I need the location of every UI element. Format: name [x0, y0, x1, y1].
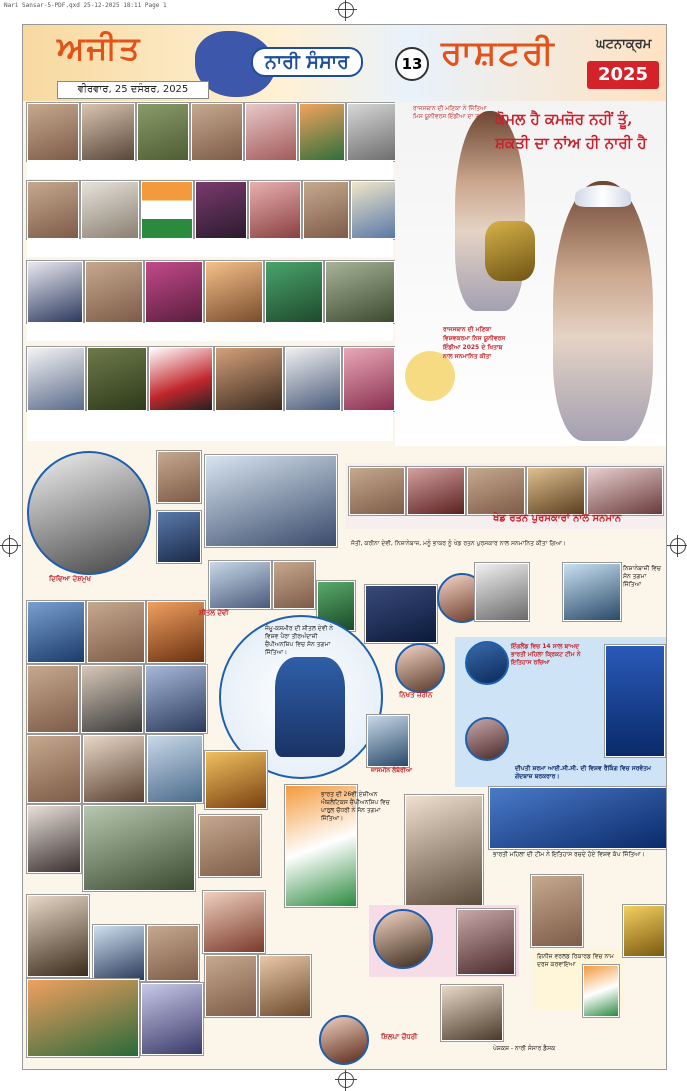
athlete-photo [259, 955, 311, 1017]
athlete-photo [373, 909, 433, 969]
page-number: 13 [395, 47, 429, 81]
athlete-photo [205, 751, 267, 809]
runner-blurb: ਭਾਰਤ ਦੀ 26ਵੀਂ ਏਸ਼ੀਅਨ ਐਥਲੈਟਿਕਸ ਚੈਂਪੀਅਨਸ਼ਿਪ ਵਿਚ ਪਾਰੁਲ ਚੌਧਰੀ ਨੇ ਸੋਨ ਤਗਮਾ ਜਿੱਤਿਆ। [321, 791, 390, 822]
portrait-photo [81, 181, 139, 239]
athlete-photo [203, 891, 265, 953]
athlete-photo [147, 735, 203, 803]
portrait-photo [157, 451, 201, 503]
athlete-photo [27, 895, 89, 977]
newspaper-brand: ਅਜੀਤ [57, 29, 142, 67]
athlete-photo [141, 983, 203, 1055]
award-photo [527, 467, 585, 515]
topic-title: ਰਾਸ਼ਟਰੀ [441, 33, 556, 73]
year-badge: 2025 [587, 61, 659, 89]
cricketer-photo [465, 641, 509, 685]
registration-mark-icon [338, 1072, 354, 1088]
athlete-photo [563, 563, 621, 621]
portrait-photo [265, 261, 323, 323]
award-photo [587, 467, 663, 515]
footer-credit: ਪੇਸ਼ਕਸ਼ - ਨਾਰੀ ਸੰਸਾਰ ਡੈਸਕ [493, 1045, 556, 1052]
issue-date: ਵੀਰਵਾਰ, 25 ਦਸੰਬਰ, 2025 [57, 81, 209, 99]
archery-label: ਸ਼ੀਤਲ ਦੇਵੀ [199, 609, 229, 617]
athlete-photo [319, 1015, 369, 1065]
athlete-photo [27, 601, 85, 663]
athlete-photo [367, 715, 409, 767]
athlete-photo [83, 735, 145, 803]
crown-icon [575, 185, 631, 207]
athlete-photo [457, 909, 515, 975]
awards-text: ਜੋਤੀ, ਕਰੀਨਾ ਦੇਵੀ, ਨਿਸ਼ਾਨੇਬਾਜ਼, ਮਨੂੰ ਭਾਕਰ ਨੂੰ ਖੇਡ ਰਤਨ ਪੁਰਸਕਾਰ ਨਾਲ ਸਨਮਾਨਿਤ ਕੀਤਾ ਗਿਆ। [351, 540, 566, 547]
athlete-photo [365, 585, 437, 643]
portrait-photo [303, 181, 349, 239]
award-photo [407, 467, 465, 515]
cricket-headline: ਇੰਗਲੈਂਡ ਵਿਚ 14 ਸਾਲ ਬਾਅਦ ਭਾਰਤੀ ਮਹਿਲਾ ਕ੍ਰਿਕਟ ਟੀਮ ਨੇ ਇਤਿਹਾਸ ਰਚਿਆ [511, 643, 581, 666]
portrait-photo [81, 103, 135, 161]
flag-photo [583, 965, 619, 1017]
record-photo [531, 875, 583, 947]
portrait-photo [157, 511, 201, 563]
record-label: ਸ਼ਿਲਪਾ ਚੌਧਰੀ [381, 1033, 418, 1041]
cricketer-photo [405, 795, 483, 907]
portrait-photo [27, 103, 79, 161]
chess-player-photo [27, 451, 151, 575]
award-photo [349, 467, 405, 515]
portrait-photo [195, 181, 247, 239]
flag-photo [141, 181, 193, 239]
portrait-photo [27, 347, 85, 411]
cricketer-photo [465, 717, 509, 761]
portrait-photo [249, 181, 301, 239]
wrestling-label: ਜਾਸਮੀਨ ਲੰਬੋਰੀਆ [371, 767, 413, 774]
section-title: ਨਾਰੀ ਸੰਸਾਰ [251, 47, 363, 77]
athlete-photo [27, 665, 79, 733]
registration-mark-icon [670, 538, 686, 554]
portrait-photo [205, 261, 263, 323]
hero-caption: ਰਾਜਸਥਾਨ ਦੀ ਮਣਿਕਾ ਵਿਸ਼ਵਕਰਮਾ ਨਿਸ ਯੂਨੀਵਰਸ ਇੰਡੀਆ 2025 ਦੇ ਖਿਤਾਬ ਨਾਲ ਸਨਮਾਨਿਤ ਕੀਤਾ [443, 326, 506, 360]
print-slug: Nari Sansar-5-PDF.qxd 25-12-2025 18:11 Page 1 [4, 2, 167, 9]
boxer-photo [395, 643, 445, 693]
profile-box [369, 905, 519, 977]
portrait-photo [245, 103, 297, 161]
registration-mark-icon [2, 538, 18, 554]
caption-row [27, 161, 393, 179]
guinness-blurb: ਗਿਨੀਜ਼ ਵਰਲਡ ਰਿਕਾਰਡ ਵਿਚ ਨਾਮ ਦਰਜ ਕਰਵਾਇਆ [537, 953, 614, 968]
athlete-photo [81, 665, 143, 733]
athlete-photo [27, 979, 139, 1057]
portrait-photo [215, 347, 283, 411]
athlete-photo [441, 985, 503, 1041]
athlete-photo [209, 561, 271, 609]
portrait-photo [27, 261, 83, 323]
masthead [23, 25, 666, 101]
group-photo [205, 455, 337, 547]
portrait-photo [137, 103, 189, 161]
athlete-photo [475, 563, 529, 621]
portrait-photo [85, 261, 143, 323]
athlete-photo [27, 805, 81, 873]
portrait-photo [27, 181, 79, 239]
award-photo [467, 467, 525, 515]
portrait-photo [145, 261, 203, 323]
hero-quote-line-1: ਕੋਮਲ ਹੈ ਕਮਜ਼ੋਰ ਨਹੀਂ ਤੂੰ, [495, 110, 633, 128]
portrait-photo [299, 103, 345, 161]
newspaper-page [22, 24, 667, 1070]
athlete-photo [205, 955, 257, 1017]
subtopic-title: ਘਟਨਾਕ੍ਰਮ [596, 37, 652, 52]
chess-label: ਦਿਵਿਆ ਦੇਸ਼ਮੁਖ [49, 575, 91, 583]
medal-photo [623, 905, 665, 957]
portrait-photo [285, 347, 341, 411]
athlete-photo [145, 665, 207, 733]
blurb [205, 547, 335, 555]
portrait-photo [343, 347, 395, 411]
registration-mark-icon [338, 2, 354, 18]
portrait-photo [351, 181, 397, 239]
shooting-blurb: ਨਿਸ਼ਾਨੇਬਾਜ਼ੀ ਵਿਚ ਸੋਨ ਤਗਮਾ ਜਿੱਤਿਆ [623, 565, 661, 588]
trophy-icon [485, 221, 535, 281]
caption-row [27, 323, 393, 341]
portrait-photo [347, 103, 397, 161]
athlete-photo [199, 815, 261, 877]
athlete-photo [83, 805, 195, 891]
athlete-photo [147, 601, 205, 663]
team-photo [489, 787, 667, 849]
caption-row [27, 239, 393, 257]
athlete-photo [147, 925, 199, 981]
hero-quote-line-2: ਸ਼ਕਤੀ ਦਾ ਨਾਂਅ ਹੀ ਨਾਰੀ ਹੈ [495, 134, 647, 152]
hero-quote [495, 107, 663, 155]
portrait-photo [191, 103, 243, 161]
boxer-label: ਨਿਖਤ ਜ਼ਰੀਨ [399, 691, 433, 699]
cricketer-photo [605, 645, 665, 757]
archer-photo [275, 657, 345, 757]
portrait-photo [149, 347, 213, 411]
athlete-photo [87, 601, 145, 663]
cricket-panel [455, 637, 666, 787]
portrait-photo [325, 261, 395, 323]
caption-row [27, 411, 393, 441]
portrait-photo [87, 347, 147, 411]
hero-side-text: ਰਾਜਸਥਾਨ ਦੀ ਮਣਿਕਾ ਨੇ ਜਿੱਤਿਆ ਮਿਸ ਯੂਨੀਵਰਸ ਇੰਡੀਆ ਦਾ ਤਾਜ [413, 105, 487, 120]
archer-blurb: ਜੰਮੂ-ਕਸ਼ਮੀਰ ਦੀ ਸ਼ੀਤਲ ਦੇਵੀ ਨੇ ਵਿਸ਼ਵ ਪੈਰਾ ਤੀਰਅੰਦਾਜ਼ੀ ਚੈਂਪੀਅਨਸ਼ਿਪ ਵਿਚ ਸੋਨ ਤਗਮਾ ਜਿੱਤਿਆ। [265, 625, 333, 656]
final-blurb: ਭਾਰਤੀ ਮਹਿਲਾ ਦੀ ਟੀਮ ਨੇ ਇਤਿਹਾਸ ਰਚਦੇ ਹੋਏ ਵਿਸ਼ਵ ਕੱਪ ਜਿੱਤਿਆ। [493, 851, 645, 858]
athlete-photo [27, 735, 81, 803]
athlete-photo [93, 925, 145, 981]
icc-blurb: ਦੀਪਤੀ ਸ਼ਰਮਾ ਆਈ.ਸੀ.ਸੀ. ਦੀ ਵਿਸ਼ਵ ਰੈਂਕਿੰਗ ਵਿਚ ਸਰਵੋਤਮ ਗੇਂਦਬਾਜ਼ ਬਰਕਰਾਰ। [515, 765, 651, 780]
awards-title: ਖੇਡ ਰਤਨ ਪੁਰਸਕਾਰਾਂ ਨਾਲ ਸਨਮਾਨ [493, 513, 622, 524]
athlete-photo [273, 561, 315, 609]
model-photo [553, 181, 653, 441]
